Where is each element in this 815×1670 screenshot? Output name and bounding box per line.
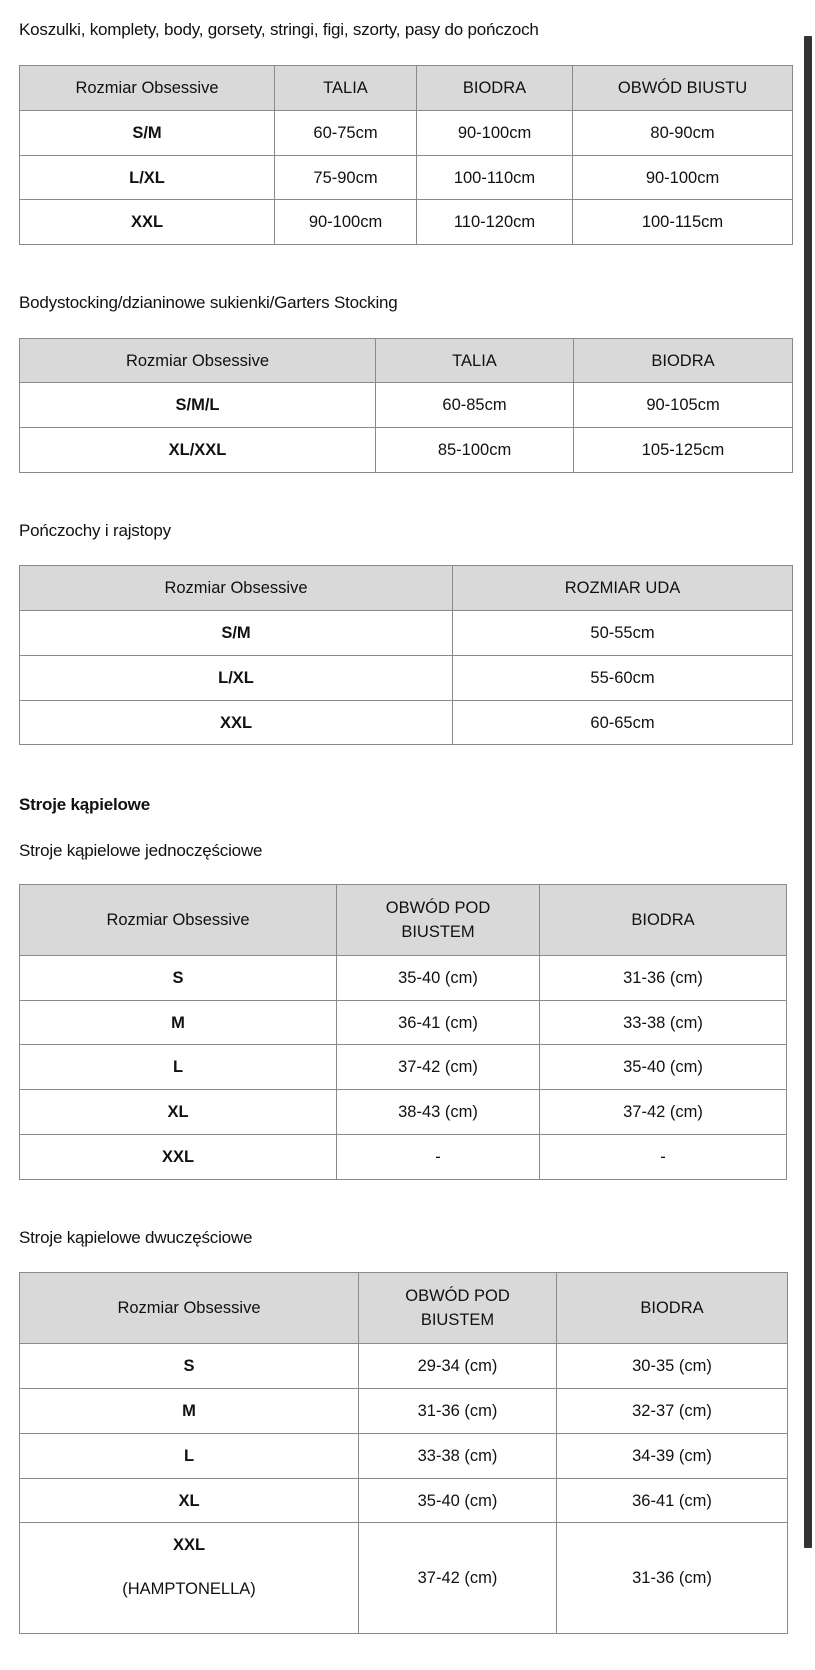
table-row — [20, 1001, 787, 1045]
table-row — [20, 611, 793, 656]
table-row — [20, 656, 793, 701]
size-cell: S/M — [20, 111, 275, 156]
header-cell: TALIA — [376, 339, 574, 383]
value-cell: 32-37 (cm) — [557, 1389, 788, 1434]
size-cell: XL/XXL — [20, 428, 376, 473]
size-label: XXL — [172, 1536, 206, 1554]
value-cell: - — [540, 1135, 787, 1180]
table-row — [20, 428, 793, 473]
value-cell: 60-85cm — [376, 383, 574, 428]
size-cell — [20, 1523, 359, 1634]
section-title-lingerie: Koszulki, komplety, body, gorsety, stringi, figi, szorty, pasy do pończoch — [19, 20, 539, 39]
value-cell: 33-38 (cm) — [540, 1001, 787, 1045]
table-row — [20, 156, 793, 200]
size-table-lingerie — [19, 65, 793, 245]
size-table-two-piece — [19, 1272, 788, 1634]
size-cell: L — [20, 1045, 337, 1090]
scrollbar-thumb[interactable] — [804, 36, 812, 1548]
value-cell: 37-42 (cm) — [540, 1090, 787, 1135]
value-cell: 35-40 (cm) — [359, 1479, 557, 1523]
value-cell: 37-42 (cm) — [337, 1045, 540, 1090]
table-header-row — [20, 1273, 788, 1344]
header-cell: Rozmiar Obsessive — [20, 566, 453, 611]
header-cell: Rozmiar Obsessive — [20, 66, 275, 111]
value-cell: 60-75cm — [275, 111, 417, 156]
subsection-title-one-piece: Stroje kąpielowe jednoczęściowe — [19, 841, 263, 860]
table-row — [20, 1434, 788, 1479]
header-cell: ROZMIAR UDA — [453, 566, 793, 611]
subsection-title-two-piece: Stroje kąpielowe dwuczęściowe — [19, 1228, 253, 1247]
value-cell: 37-42 (cm) — [359, 1523, 557, 1634]
size-cell: XXL — [20, 200, 275, 245]
value-cell: 35-40 (cm) — [540, 1045, 787, 1090]
value-cell: - — [337, 1135, 540, 1180]
size-cell: S — [20, 1344, 359, 1389]
value-cell: 33-38 (cm) — [359, 1434, 557, 1479]
size-cell: XXL — [20, 701, 453, 745]
header-cell: Rozmiar Obsessive — [20, 339, 376, 383]
header-cell: BIODRA — [417, 66, 573, 111]
header-cell: TALIA — [275, 66, 417, 111]
header-cell: BIODRA — [574, 339, 793, 383]
value-cell: 30-35 (cm) — [557, 1344, 788, 1389]
value-cell: 85-100cm — [376, 428, 574, 473]
size-cell: M — [20, 1389, 359, 1434]
table-header-row — [20, 66, 793, 111]
header-cell: BIODRA — [540, 885, 787, 956]
value-cell: 100-115cm — [573, 200, 793, 245]
table-row — [20, 111, 793, 156]
table-row — [20, 200, 793, 245]
section-title-bodystocking: Bodystocking/dzianinowe sukienki/Garters Stocking — [19, 293, 398, 312]
header-cell: Rozmiar Obsessive — [20, 1273, 359, 1344]
table-row — [20, 1523, 788, 1634]
table-row — [20, 383, 793, 428]
table-row — [20, 701, 793, 745]
size-cell: S/M — [20, 611, 453, 656]
table-row — [20, 1045, 787, 1090]
value-cell: 110-120cm — [417, 200, 573, 245]
header-cell: BIODRA — [557, 1273, 788, 1344]
value-cell: 50-55cm — [453, 611, 793, 656]
value-cell: 36-41 (cm) — [337, 1001, 540, 1045]
table-row — [20, 1479, 788, 1523]
header-cell: OBWÓD BIUSTU — [573, 66, 793, 111]
value-cell: 90-100cm — [417, 111, 573, 156]
value-cell: 100-110cm — [417, 156, 573, 200]
size-cell: L/XL — [20, 656, 453, 701]
value-cell: 105-125cm — [574, 428, 793, 473]
size-cell: XXL — [20, 1135, 337, 1180]
size-cell: S — [20, 956, 337, 1001]
size-cell: L — [20, 1434, 359, 1479]
table-row — [20, 1090, 787, 1135]
size-cell: S/M/L — [20, 383, 376, 428]
value-cell: 90-100cm — [573, 156, 793, 200]
header-cell: OBWÓD POD BIUSTEM — [337, 885, 540, 956]
table-row — [20, 1344, 788, 1389]
size-cell: M — [20, 1001, 337, 1045]
value-cell: 34-39 (cm) — [557, 1434, 788, 1479]
table-row — [20, 1389, 788, 1434]
value-cell: 31-36 (cm) — [557, 1523, 788, 1634]
value-cell: 75-90cm — [275, 156, 417, 200]
size-cell: XL — [20, 1479, 359, 1523]
table-row — [20, 956, 787, 1001]
value-cell: 31-36 (cm) — [540, 956, 787, 1001]
table-header-row — [20, 885, 787, 956]
size-table-bodystocking — [19, 338, 793, 473]
value-cell: 29-34 (cm) — [359, 1344, 557, 1389]
value-cell: 80-90cm — [573, 111, 793, 156]
header-cell: Rozmiar Obsessive — [20, 885, 337, 956]
size-cell: XL — [20, 1090, 337, 1135]
table-row — [20, 1135, 787, 1180]
table-header-row — [20, 566, 793, 611]
value-cell: 90-100cm — [275, 200, 417, 245]
header-cell: OBWÓD POD BIUSTEM — [359, 1273, 557, 1344]
value-cell: 38-43 (cm) — [337, 1090, 540, 1135]
section-title-stockings: Pończochy i rajstopy — [19, 521, 171, 540]
value-cell: 60-65cm — [453, 701, 793, 745]
size-note: (HAMPTONELLA) — [122, 1580, 256, 1598]
size-table-one-piece — [19, 884, 787, 1180]
section-title-swimwear: Stroje kąpielowe — [19, 795, 150, 814]
size-cell: L/XL — [20, 156, 275, 200]
value-cell: 31-36 (cm) — [359, 1389, 557, 1434]
size-table-stockings — [19, 565, 793, 745]
value-cell: 36-41 (cm) — [557, 1479, 788, 1523]
table-header-row — [20, 339, 793, 383]
value-cell: 35-40 (cm) — [337, 956, 540, 1001]
value-cell: 55-60cm — [453, 656, 793, 701]
value-cell: 90-105cm — [574, 383, 793, 428]
